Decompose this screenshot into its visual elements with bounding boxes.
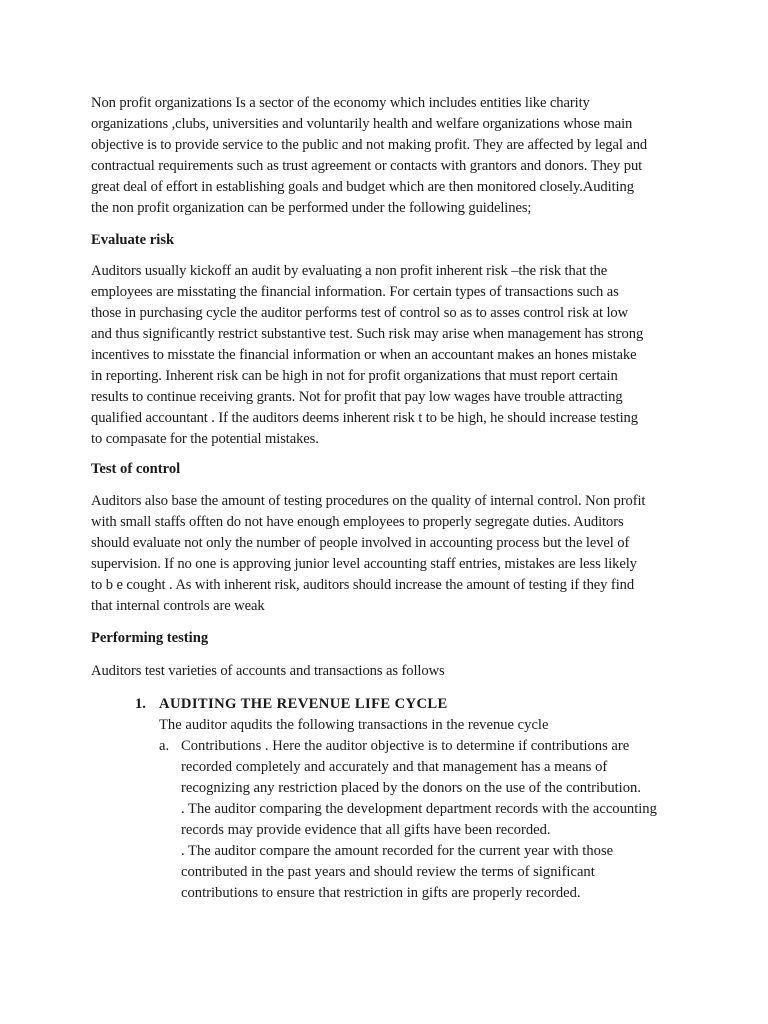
evaluate-risk-paragraph: Auditors usually kickoff an audit by evaluating a non profit inherent risk –the risk that the employees are misstating the financial information. For certain types of transactions such as those in purchasing cycle the auditor performs test of control so as to asses control risk at low and thus significantly restrict substantive test. Such risk may arise when management has strong incentives to misstate the financial information or when an accountant makes an hones mistake in reporting. Inherent risk can be high in not for profit organizations that must report certain results to continue receiving grants. Not for profit that pay low wages have trouble attracting qualified accountant . If the auditors deems inherent risk t to be high, he should increase testing to compasate for the potential mistakes. [91,263,644,447]
list-item-title: AUDITING THE REVENUE LIFE CYCLE [159,696,448,712]
performing-testing-paragraph: Auditors test varieties of accounts and transactions as follows [91,663,445,679]
intro-paragraph: Non profit organizations Is a sector of the economy which includes entities like charity organizations ,clubs, universities and voluntarily health and welfare organizations whose main objective is to provide service to the public and not making profit. They are affected by legal and contractual requirements such as trust agreement or contacts with grantors and donors. They put great deal of effort in establishing goals and budget which are then monitored closely.Auditing the non profit organization can be performed under the following guidelines; [91,95,648,216]
list-item-intro: The auditor aqudits the following transactions in the revenue cycle [159,717,549,733]
heading-performing-testing: Performing testing [91,630,209,646]
heading-evaluate-risk: Evaluate risk [91,232,175,248]
heading-test-of-control: Test of control [91,461,181,477]
sub-item-contributions: Contributions . Here the auditor objective is to determine if contributions are recorded completely and accurately and that management has a means of recognizing any restriction placed by the donors on the use of the contribution. . The auditor comparing the development department records with the accounting records may provide evidence that all gifts have been recorded. . The auditor compare the amount recorded for the current year with those contributed in the past years and should review the terms of significant contributions to ensure that restriction in gifts are properly recorded. [181,738,657,901]
sub-item-marker: a. [159,738,170,754]
list-item-number: 1. [135,696,146,712]
test-of-control-paragraph: Auditors also base the amount of testing procedures on the quality of internal control. Non profit with small staffs offten do not have enough employees to properly segregate duties. Auditors should evaluate not only the number of people involved in accounting process but the level of supervision. If no one is approving junior level accounting staff entries, mistakes are less likely to b e cought . As with inherent risk, auditors should increase the amount of testing if they find that internal controls are weak [91,493,646,614]
